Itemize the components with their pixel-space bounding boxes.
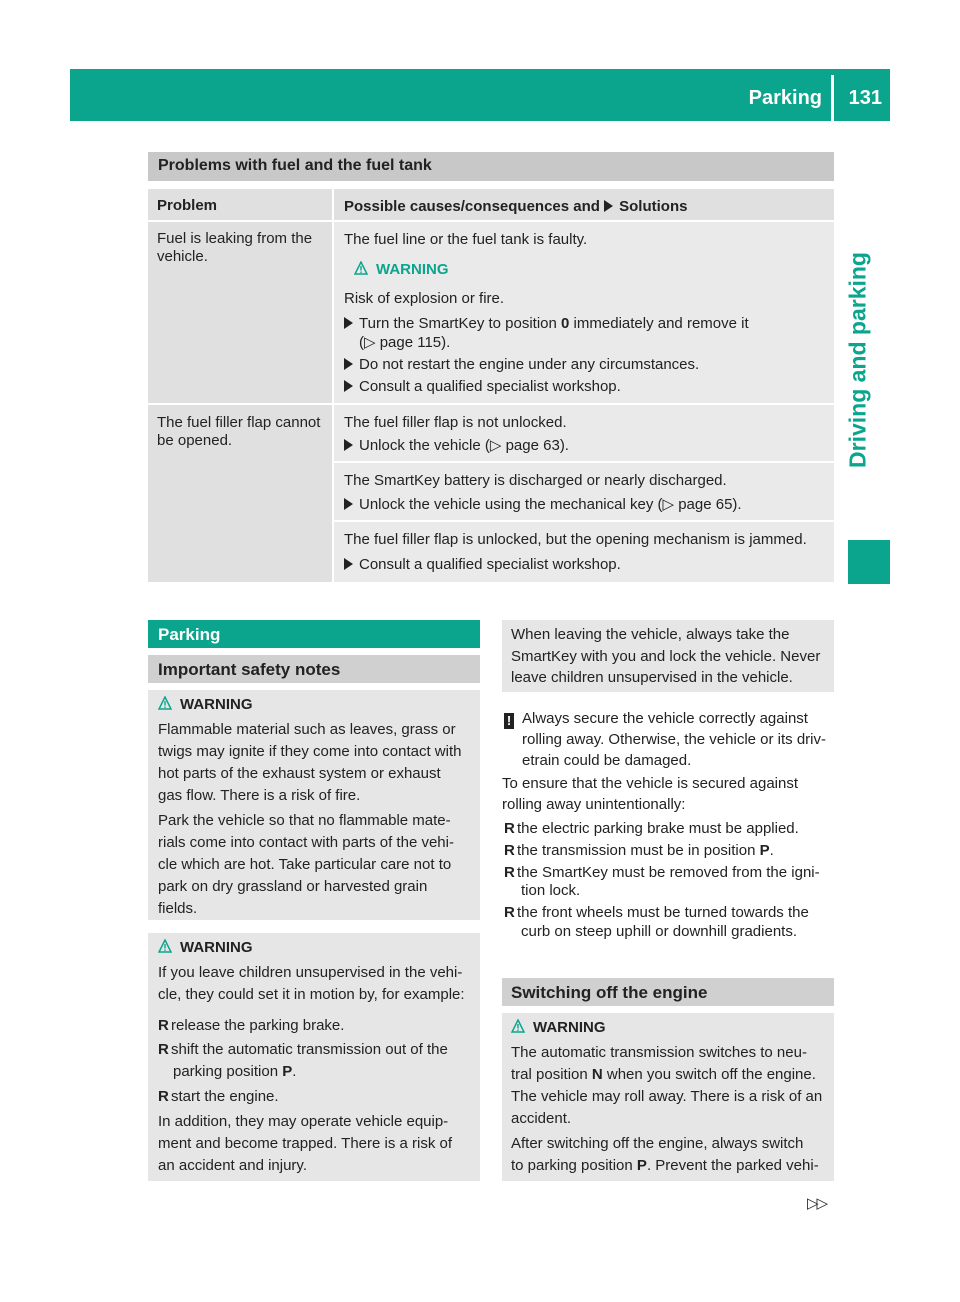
- list-item: [158, 1041, 448, 1058]
- bullet-marker: R: [158, 1041, 169, 1058]
- table-title: Problems with fuel and the fuel tank: [158, 157, 432, 174]
- note-text: Always secure the vehicle correctly against: [522, 710, 808, 727]
- arrow-icon: [344, 317, 353, 329]
- step-item: [344, 315, 749, 333]
- list-item: [504, 904, 809, 921]
- step-item: [344, 556, 621, 574]
- warning-icon: [158, 939, 172, 953]
- warning-body-text: . Prevent the parked vehi-: [646, 1157, 819, 1174]
- step-item: [344, 356, 699, 374]
- table-row-solution: [334, 405, 834, 461]
- header-label: Problem: [157, 197, 218, 214]
- warning-icon: [158, 696, 172, 710]
- header-label: [344, 198, 687, 216]
- step-text: Unlock the vehicle using the mechanical key (▷ page 65).: [359, 496, 742, 513]
- list-item-text: .: [292, 1063, 297, 1080]
- table-row-problem: [148, 222, 332, 403]
- warning-box: [502, 1013, 834, 1181]
- list-item-bold: P: [759, 842, 770, 859]
- step-item: [344, 437, 569, 455]
- risk-text: Risk of explosion or fire.: [344, 290, 505, 307]
- list-item-text: .: [769, 842, 774, 859]
- page-number: 131: [848, 87, 882, 109]
- step-item: [344, 378, 621, 396]
- warning-text: WARNING: [180, 939, 253, 956]
- page-reference: (▷ page 115).: [359, 334, 451, 351]
- step-bold: 0: [561, 315, 570, 332]
- warning-body-line: park on dry grassland or harvested grain: [158, 878, 428, 895]
- list-item: [158, 1017, 344, 1034]
- cause-text: The fuel line or the fuel tank is faulty.: [344, 231, 588, 248]
- section-heading-text: Parking: [158, 625, 221, 644]
- section-heading-parking: [148, 620, 480, 648]
- warning-body-line: gas flow. There is a risk of fire.: [158, 787, 361, 804]
- warning-icon: [511, 1019, 525, 1033]
- note-item: [504, 710, 808, 729]
- subheading-text: Important safety notes: [158, 660, 341, 679]
- warning-body-line: fields.: [158, 900, 198, 917]
- page-header: [70, 69, 890, 121]
- body-text: rolling away unintentionally:: [502, 796, 686, 813]
- warning-body-line: In addition, they may operate vehicle equip-: [158, 1113, 449, 1130]
- warning-body-line: cle, they could set it in motion by, for example:: [158, 986, 465, 1003]
- list-item-text: the front wheels must be turned towards the: [517, 904, 809, 921]
- step-text: Unlock the vehicle (▷ page 63).: [359, 437, 569, 454]
- warning-label: [158, 939, 253, 956]
- warning-body-line: accident.: [511, 1110, 572, 1127]
- bullet-marker: R: [504, 820, 515, 837]
- list-item-bold: P: [282, 1063, 293, 1080]
- warning-body-line: hot parts of the exhaust system or exhaust: [158, 765, 441, 782]
- list-item-text: release the parking brake.: [171, 1017, 345, 1034]
- warning-label: [354, 261, 449, 279]
- subheading-safety: [148, 655, 480, 683]
- warning-box: [148, 933, 480, 1181]
- arrow-icon: [344, 498, 353, 510]
- cause-text: The SmartKey battery is discharged or nearly discharged.: [344, 472, 727, 489]
- warning-box-continued: [502, 620, 834, 692]
- warning-label: [158, 696, 253, 713]
- list-item: [504, 864, 820, 881]
- warning-body-line: cle which are hot. Take particular care not to: [158, 856, 452, 873]
- list-item-text: curb on steep uphill or downhill gradients.: [521, 923, 797, 940]
- list-item-continuation: [173, 1063, 296, 1080]
- arrow-icon: [344, 380, 353, 392]
- problem-text: be opened.: [157, 432, 233, 449]
- warning-body-line: leave children unsupervised in the vehicle.: [511, 669, 793, 686]
- step-item: [344, 496, 742, 514]
- cause-text: The fuel filler flap is unlocked, but the opening mechanism is jammed.: [344, 531, 807, 548]
- step-text: Do not restart the engine under any circumstances.: [359, 356, 700, 373]
- list-item: [504, 842, 774, 859]
- header-text-end: Solutions: [619, 198, 688, 215]
- warning-body-line: After switching off the engine, always switch: [511, 1135, 804, 1152]
- warning-icon: [354, 261, 368, 275]
- list-item-text: parking position: [173, 1063, 283, 1080]
- side-chapter-marker: [848, 540, 890, 584]
- continued-marker: ▷▷: [807, 1195, 827, 1212]
- warning-body-line: ment and become trapped. There is a risk of: [158, 1135, 453, 1152]
- list-item-text: shift the automatic transmission out of the: [171, 1041, 448, 1058]
- warning-body-line: SmartKey with you and lock the vehicle. Never: [511, 648, 821, 665]
- arrow-icon: [344, 439, 353, 451]
- warning-body-line: Flammable material such as leaves, grass or: [158, 721, 456, 738]
- warning-body-line: The automatic transmission switches to neu-: [511, 1044, 807, 1061]
- step-text: Turn the SmartKey to position: [359, 315, 562, 332]
- note-text: rolling away. Otherwise, the vehicle or its driv-: [522, 731, 826, 748]
- step-text: Consult a qualified specialist workshop.: [359, 556, 621, 573]
- warning-body-line: an accident and injury.: [158, 1157, 307, 1174]
- warning-body-line: When leaving the vehicle, always take the: [511, 626, 790, 643]
- header-divider: [831, 75, 834, 121]
- table-title-bar: [148, 152, 834, 181]
- bullet-marker: R: [158, 1088, 169, 1105]
- warning-body-text: when you switch off the engine.: [602, 1066, 816, 1083]
- note-text: etrain could be damaged.: [522, 752, 692, 769]
- warning-body-text: tral position: [511, 1066, 592, 1083]
- bullet-marker: R: [158, 1017, 169, 1034]
- problem-text: vehicle.: [157, 248, 208, 265]
- header-text: Possible causes/consequences and: [344, 198, 605, 215]
- warning-body-line: Park the vehicle so that no flammable mate-: [158, 812, 451, 829]
- table-row-solution: [334, 463, 834, 520]
- warning-box: [148, 690, 480, 920]
- warning-body-line: [511, 1157, 819, 1174]
- warning-body-line: [511, 1066, 816, 1083]
- problem-text: The fuel filler flap cannot: [157, 414, 321, 431]
- table-row-solution: [334, 222, 834, 403]
- step-text: Consult a qualified specialist workshop.: [359, 378, 621, 395]
- warning-text: WARNING: [533, 1019, 606, 1036]
- list-item-text: the SmartKey must be removed from the igni-: [517, 864, 820, 881]
- list-item: [504, 820, 799, 837]
- step-text: immediately and remove it: [569, 315, 749, 332]
- list-item: [158, 1088, 279, 1105]
- warning-body-line: rials come into contact with parts of the vehi-: [158, 834, 454, 851]
- warning-body-line: The vehicle may roll away. There is a risk of an: [511, 1088, 823, 1105]
- arrow-icon: [344, 558, 353, 570]
- body-text: To ensure that the vehicle is secured against: [502, 775, 799, 792]
- list-item-text: the transmission must be in position: [517, 842, 760, 859]
- warning-body-line: twigs may ignite if they come into contact with: [158, 743, 462, 760]
- table-row-solution: [334, 522, 834, 582]
- warning-body-line: If you leave children unsupervised in the vehi-: [158, 964, 463, 981]
- subheading-switching-off: [502, 978, 834, 1006]
- table-header-problem: [148, 189, 332, 220]
- cause-text: The fuel filler flap is not unlocked.: [344, 414, 567, 431]
- arrow-icon: [344, 358, 353, 370]
- arrow-icon: [604, 200, 613, 212]
- warning-text: WARNING: [180, 696, 253, 713]
- warning-label: [511, 1019, 606, 1036]
- warning-body-bold: P: [636, 1157, 647, 1174]
- list-item-text: start the engine.: [171, 1088, 279, 1105]
- bullet-marker: R: [504, 842, 515, 859]
- side-chapter-label: Driving and parking: [844, 252, 871, 468]
- bullet-marker: R: [504, 864, 515, 881]
- header-section-title: Parking: [748, 87, 822, 109]
- bullet-marker: R: [504, 904, 515, 921]
- subheading-text: Switching off the engine: [511, 983, 708, 1002]
- warning-body-bold: N: [591, 1066, 603, 1083]
- table-header-solutions: [334, 189, 834, 220]
- warning-body-text: to parking position: [511, 1157, 637, 1174]
- table-row-problem: [148, 405, 332, 582]
- warning-text: WARNING: [376, 261, 449, 278]
- list-item-text: the electric parking brake must be applied.: [517, 820, 799, 837]
- problem-text: Fuel is leaking from the: [157, 230, 313, 247]
- exclamation-icon: !: [504, 713, 514, 729]
- list-item-text: tion lock.: [521, 882, 581, 899]
